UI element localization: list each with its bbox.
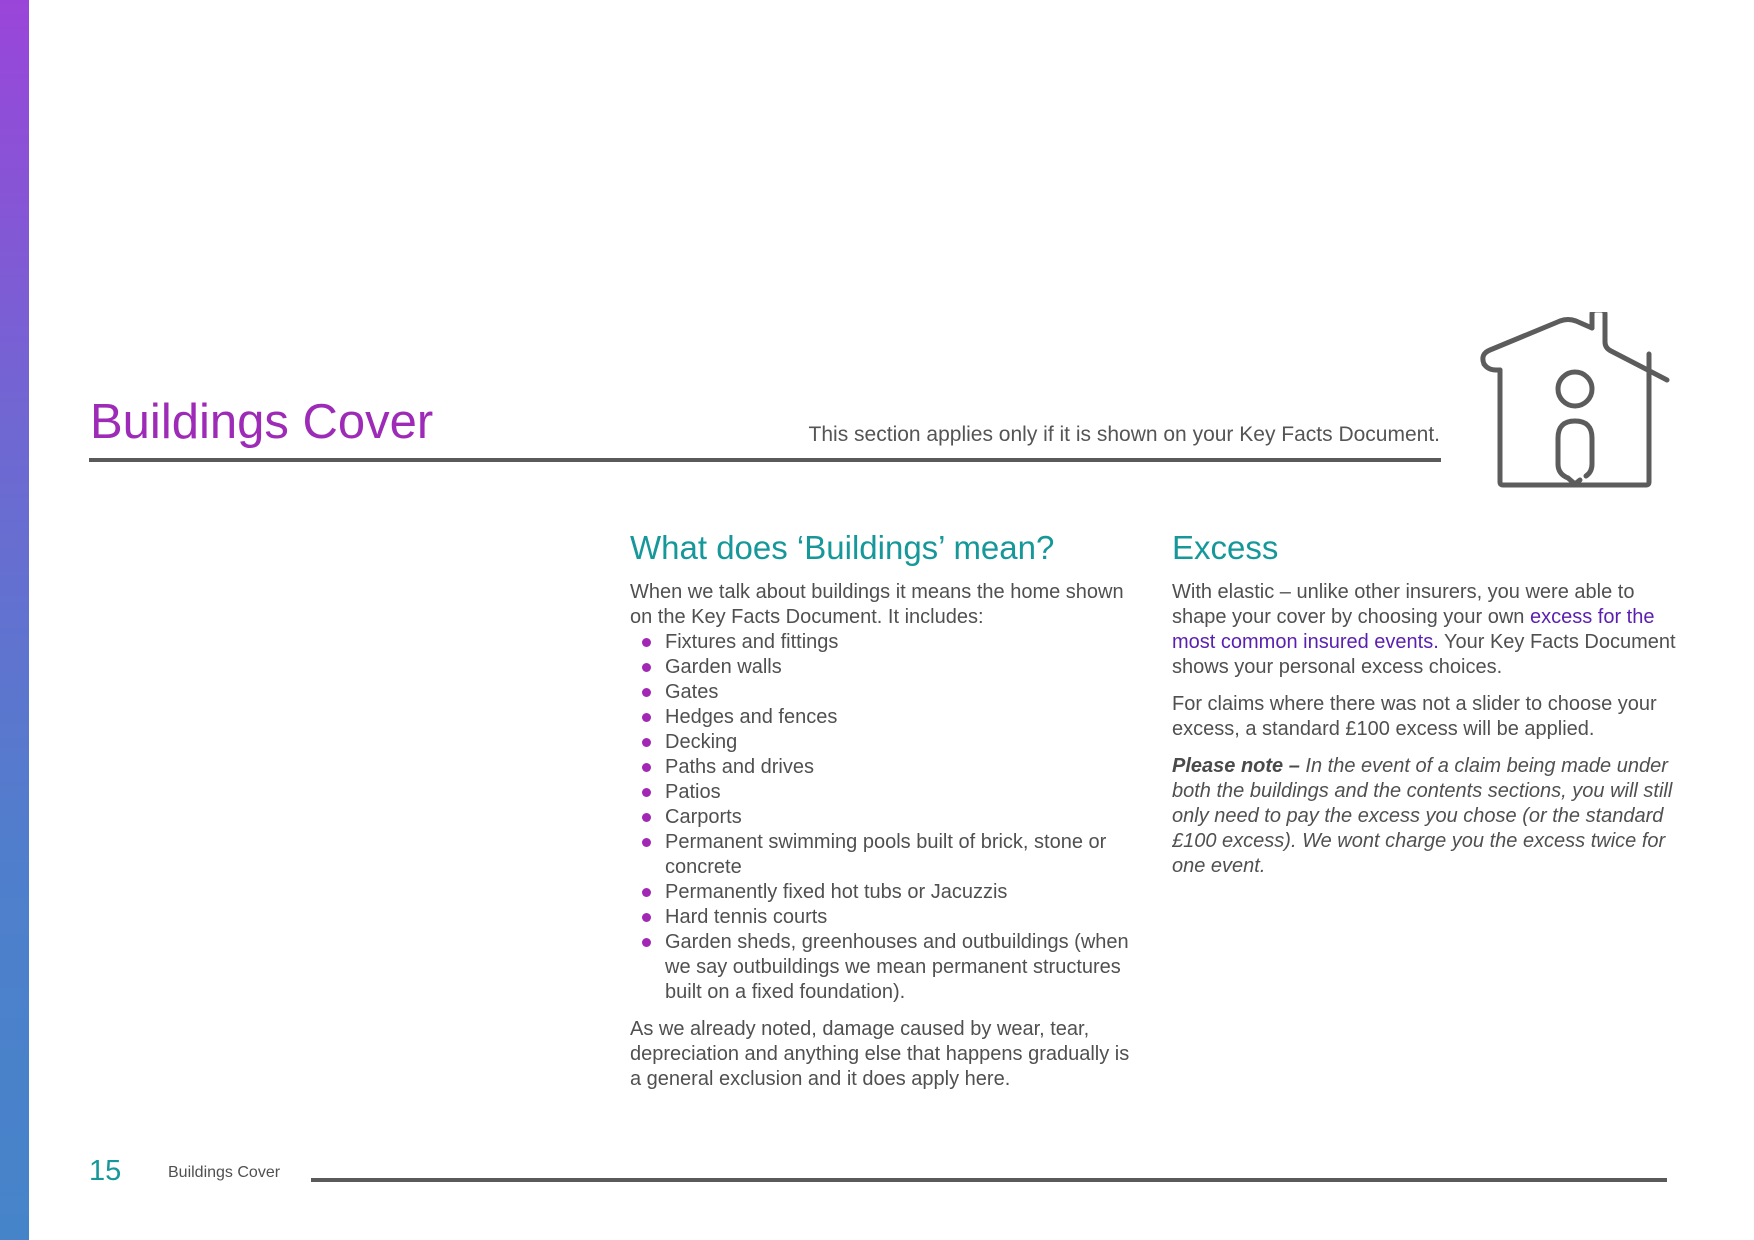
buildings-definition-heading: What does ‘Buildings’ mean?	[630, 529, 1055, 566]
list-item: Garden sheds, greenhouses and outbuildings (when we say outbuildings we mean permanent structures built on a fixed foundation).	[665, 930, 1135, 1005]
list-item: Carports	[665, 805, 1135, 830]
list-item: Patios	[665, 780, 1135, 805]
list-item: Gates	[665, 680, 1135, 705]
buildings-definition-intro: When we talk about buildings it means the home shown on the Key Facts Document. It includes:	[630, 580, 1124, 628]
excess-intro-text-end: Your Key Facts Document shows your personal excess choices.	[1172, 630, 1676, 678]
footer-divider	[311, 1178, 1667, 1182]
list-item: Permanently fixed hot tubs or Jacuzzis	[665, 880, 1135, 905]
list-item: Garden walls	[665, 655, 1135, 680]
list-item: Hedges and fences	[665, 705, 1135, 730]
footer-section-label: Buildings Cover	[168, 1164, 281, 1181]
list-item: Hard tennis courts	[665, 905, 1135, 930]
page-title: Buildings Cover	[90, 395, 434, 449]
house-icon	[1480, 312, 1670, 492]
list-item: Decking	[665, 730, 1135, 755]
list-item: Paths and drives	[665, 755, 1135, 780]
please-note-text: In the event of a claim being made under both the buildings and the contents sections, you will still only need to pay the excess you chose (or the standard £100 excess). We wont charge you the excess twice for one event.	[1172, 754, 1673, 877]
excess-section	[1172, 528, 1682, 879]
wear-and-tear-exclusion-text: As we already noted, damage caused by wear, tear, depreciation and anything else that happens gradually is a general exclusion and it does apply here.	[630, 1017, 1130, 1090]
side-accent-bar	[0, 0, 29, 1240]
buildings-items-list	[630, 630, 1135, 1005]
excess-intro-paragraph	[1172, 580, 1682, 680]
excess-intro-text: With elastic – unlike other insurers, you were able to shape your cover by choosing your own	[1172, 580, 1635, 628]
list-item: Permanent swimming pools built of brick, stone or concrete	[665, 830, 1135, 880]
please-note-paragraph	[1172, 754, 1682, 879]
section-applicability-note: This section applies only if it is shown on your Key Facts Document.	[808, 423, 1440, 446]
standard-excess-paragraph: For claims where there was not a slider to choose your excess, a standard £100 excess will be applied.	[1172, 692, 1657, 740]
excess-choice-link[interactable]: excess for the most common insured events.	[1172, 605, 1655, 653]
title-divider	[89, 458, 1441, 462]
excess-heading: Excess	[1172, 529, 1279, 566]
please-note-label: Please note –	[1172, 754, 1300, 777]
list-item: Fixtures and fittings	[665, 630, 1135, 655]
buildings-definition-section	[630, 528, 1135, 1092]
page-number: 15	[89, 1155, 122, 1187]
